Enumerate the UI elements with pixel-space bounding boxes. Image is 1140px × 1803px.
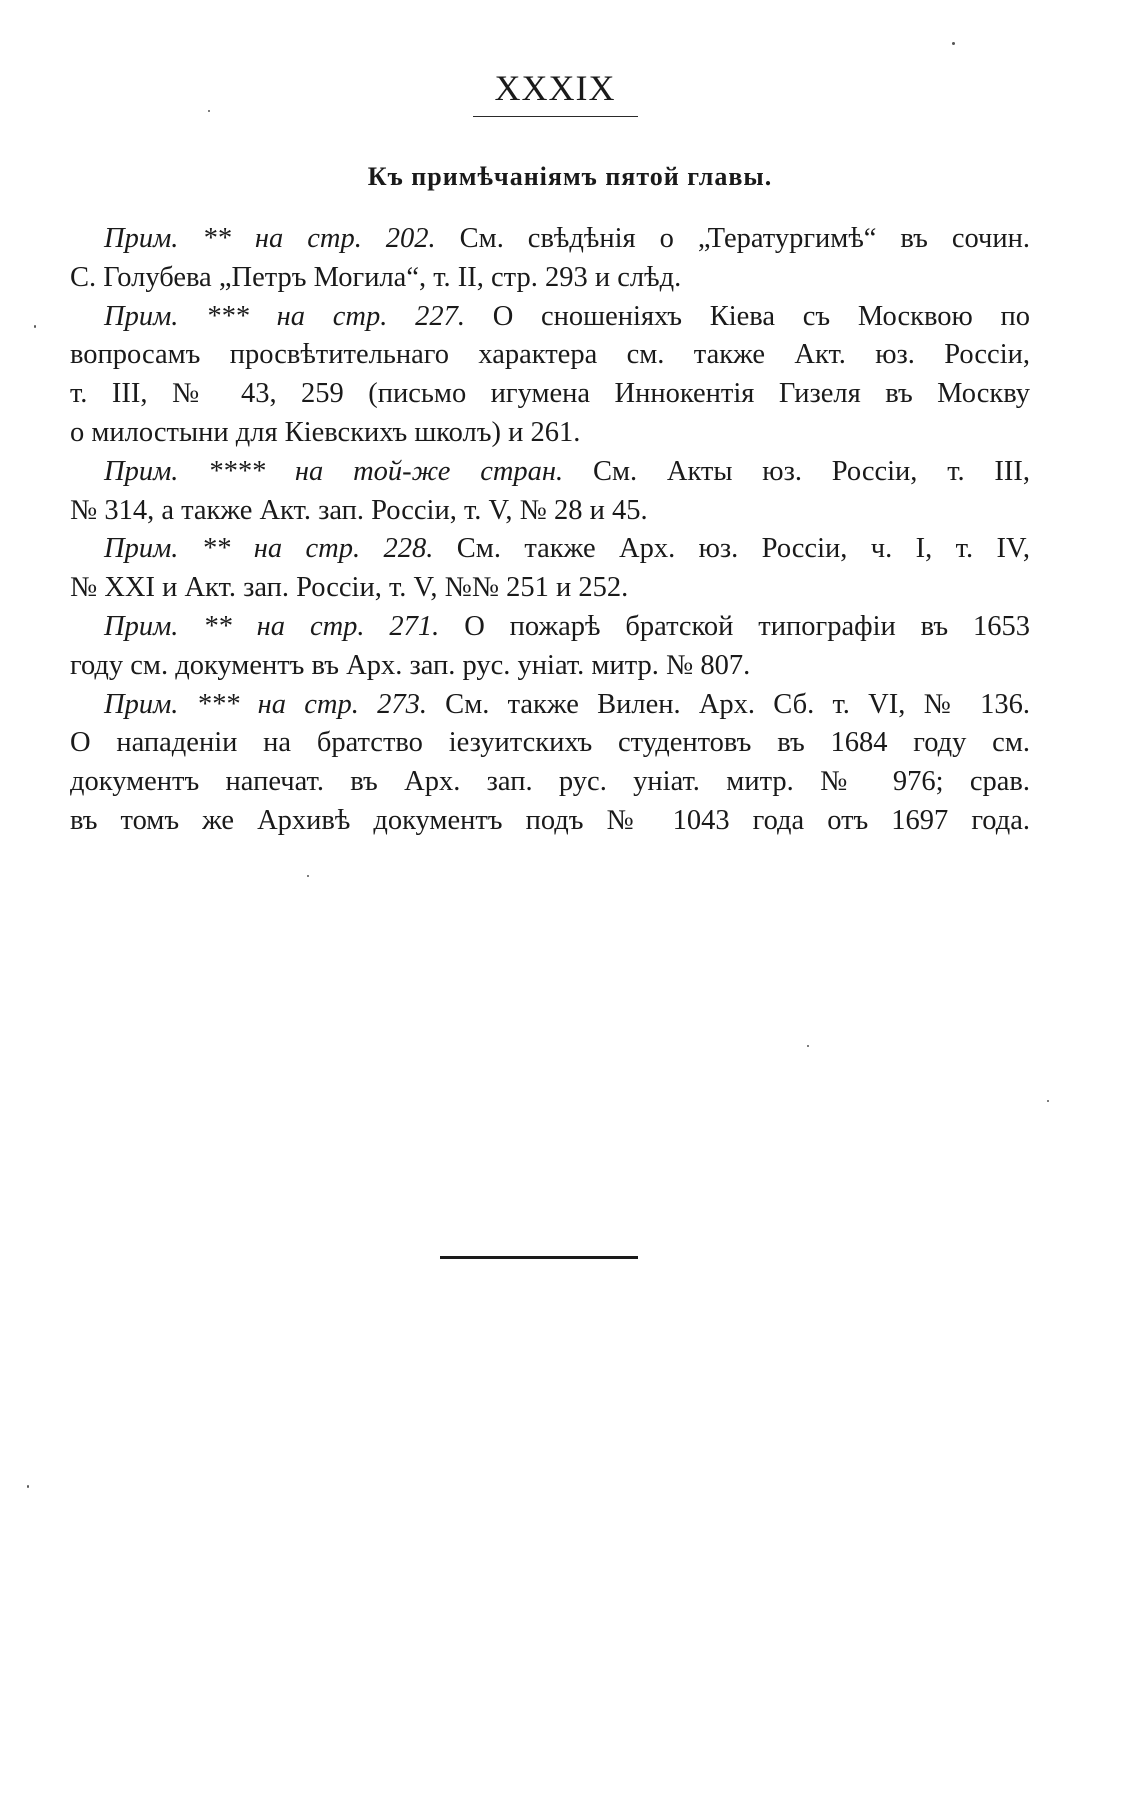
note-227 (70, 298, 1030, 453)
note-reference: Прим. ** на стр. 271. (104, 610, 440, 642)
note-same-page (70, 453, 1030, 531)
note-line: въ томъ же Архивѣ документъ подъ № 1043 года отъ 1697 года. (70, 804, 1030, 836)
note-line: вопросамъ просвѣтительнаго характера см. также Акт. юз. Россіи, (70, 339, 1030, 371)
note-text: См. также Арх. юз. Россіи, ч. I, т. IV, (433, 533, 1031, 565)
scan-speck (34, 325, 36, 328)
scan-speck (952, 42, 955, 45)
scan-speck (27, 1485, 29, 1488)
note-line: году см. документъ въ Арх. зап. рус. уніат. митр. № 807. (70, 649, 751, 681)
page-number-rule (473, 116, 638, 117)
note-reference: Прим. **** на той-же стран. (104, 455, 564, 487)
note-228 (70, 530, 1030, 608)
note-reference: Прим. ** на стр. 202. (104, 223, 436, 254)
scan-speck (807, 1045, 809, 1047)
note-line: документъ напечат. въ Арх. зап. рус. уніат. митр. № 976; срав. (70, 766, 1030, 798)
note-line: О нападеніи на братство іезуитскихъ студентовъ въ 1684 году см. (70, 727, 1030, 759)
note-text: О пожарѣ братской типографіи въ 1653 (439, 610, 1031, 642)
note-line: № XXI и Акт. зап. Россіи, т. V, №№ 251 и 252. (70, 572, 629, 604)
note-text: См. Акты юз. Россіи, т. III, (563, 455, 1030, 487)
note-202 (70, 220, 1030, 298)
note-text: См. также Вилен. Арх. Сб. т. VI, № 136. (426, 688, 1030, 720)
note-reference: Прим. *** на стр. 227. (104, 300, 465, 332)
note-line (70, 298, 1030, 337)
note-line (70, 530, 1030, 569)
note-line: № 314, а также Акт. зап. Россіи, т. V, № 28 и 45. (70, 494, 648, 526)
scan-speck (208, 110, 210, 112)
note-273 (70, 686, 1030, 841)
scan-speck (307, 875, 309, 877)
note-line (70, 608, 1030, 647)
page-number: XXXIX (494, 68, 616, 108)
notes-body (70, 220, 1030, 841)
note-line (70, 686, 1030, 725)
note-text: См. свѣдѣнія о „Тератургимѣ“ въ сочин. (435, 223, 1030, 254)
note-text: О сношеніяхъ Кіева съ Москвою по (464, 300, 1030, 332)
note-line: т. III, № 43, 259 (письмо игумена Иннокентія Гизеля въ Москву (70, 378, 1030, 410)
note-reference: Прим. ** на стр. 228. (104, 533, 434, 565)
scan-speck (1047, 1100, 1049, 1102)
note-reference: Прим. *** на стр. 273. (104, 688, 427, 720)
note-line: о милостыни для Кіевскихъ школъ) и 261. (70, 416, 581, 448)
note-271 (70, 608, 1030, 686)
note-line (70, 453, 1030, 492)
section-heading: Къ примѣчаніямъ пятой главы. (367, 162, 773, 191)
end-rule (440, 1256, 638, 1259)
note-line: С. Голубева „Петръ Могила“, т. II, стр. 293 и слѣд. (70, 261, 682, 293)
note-line (70, 220, 1030, 259)
